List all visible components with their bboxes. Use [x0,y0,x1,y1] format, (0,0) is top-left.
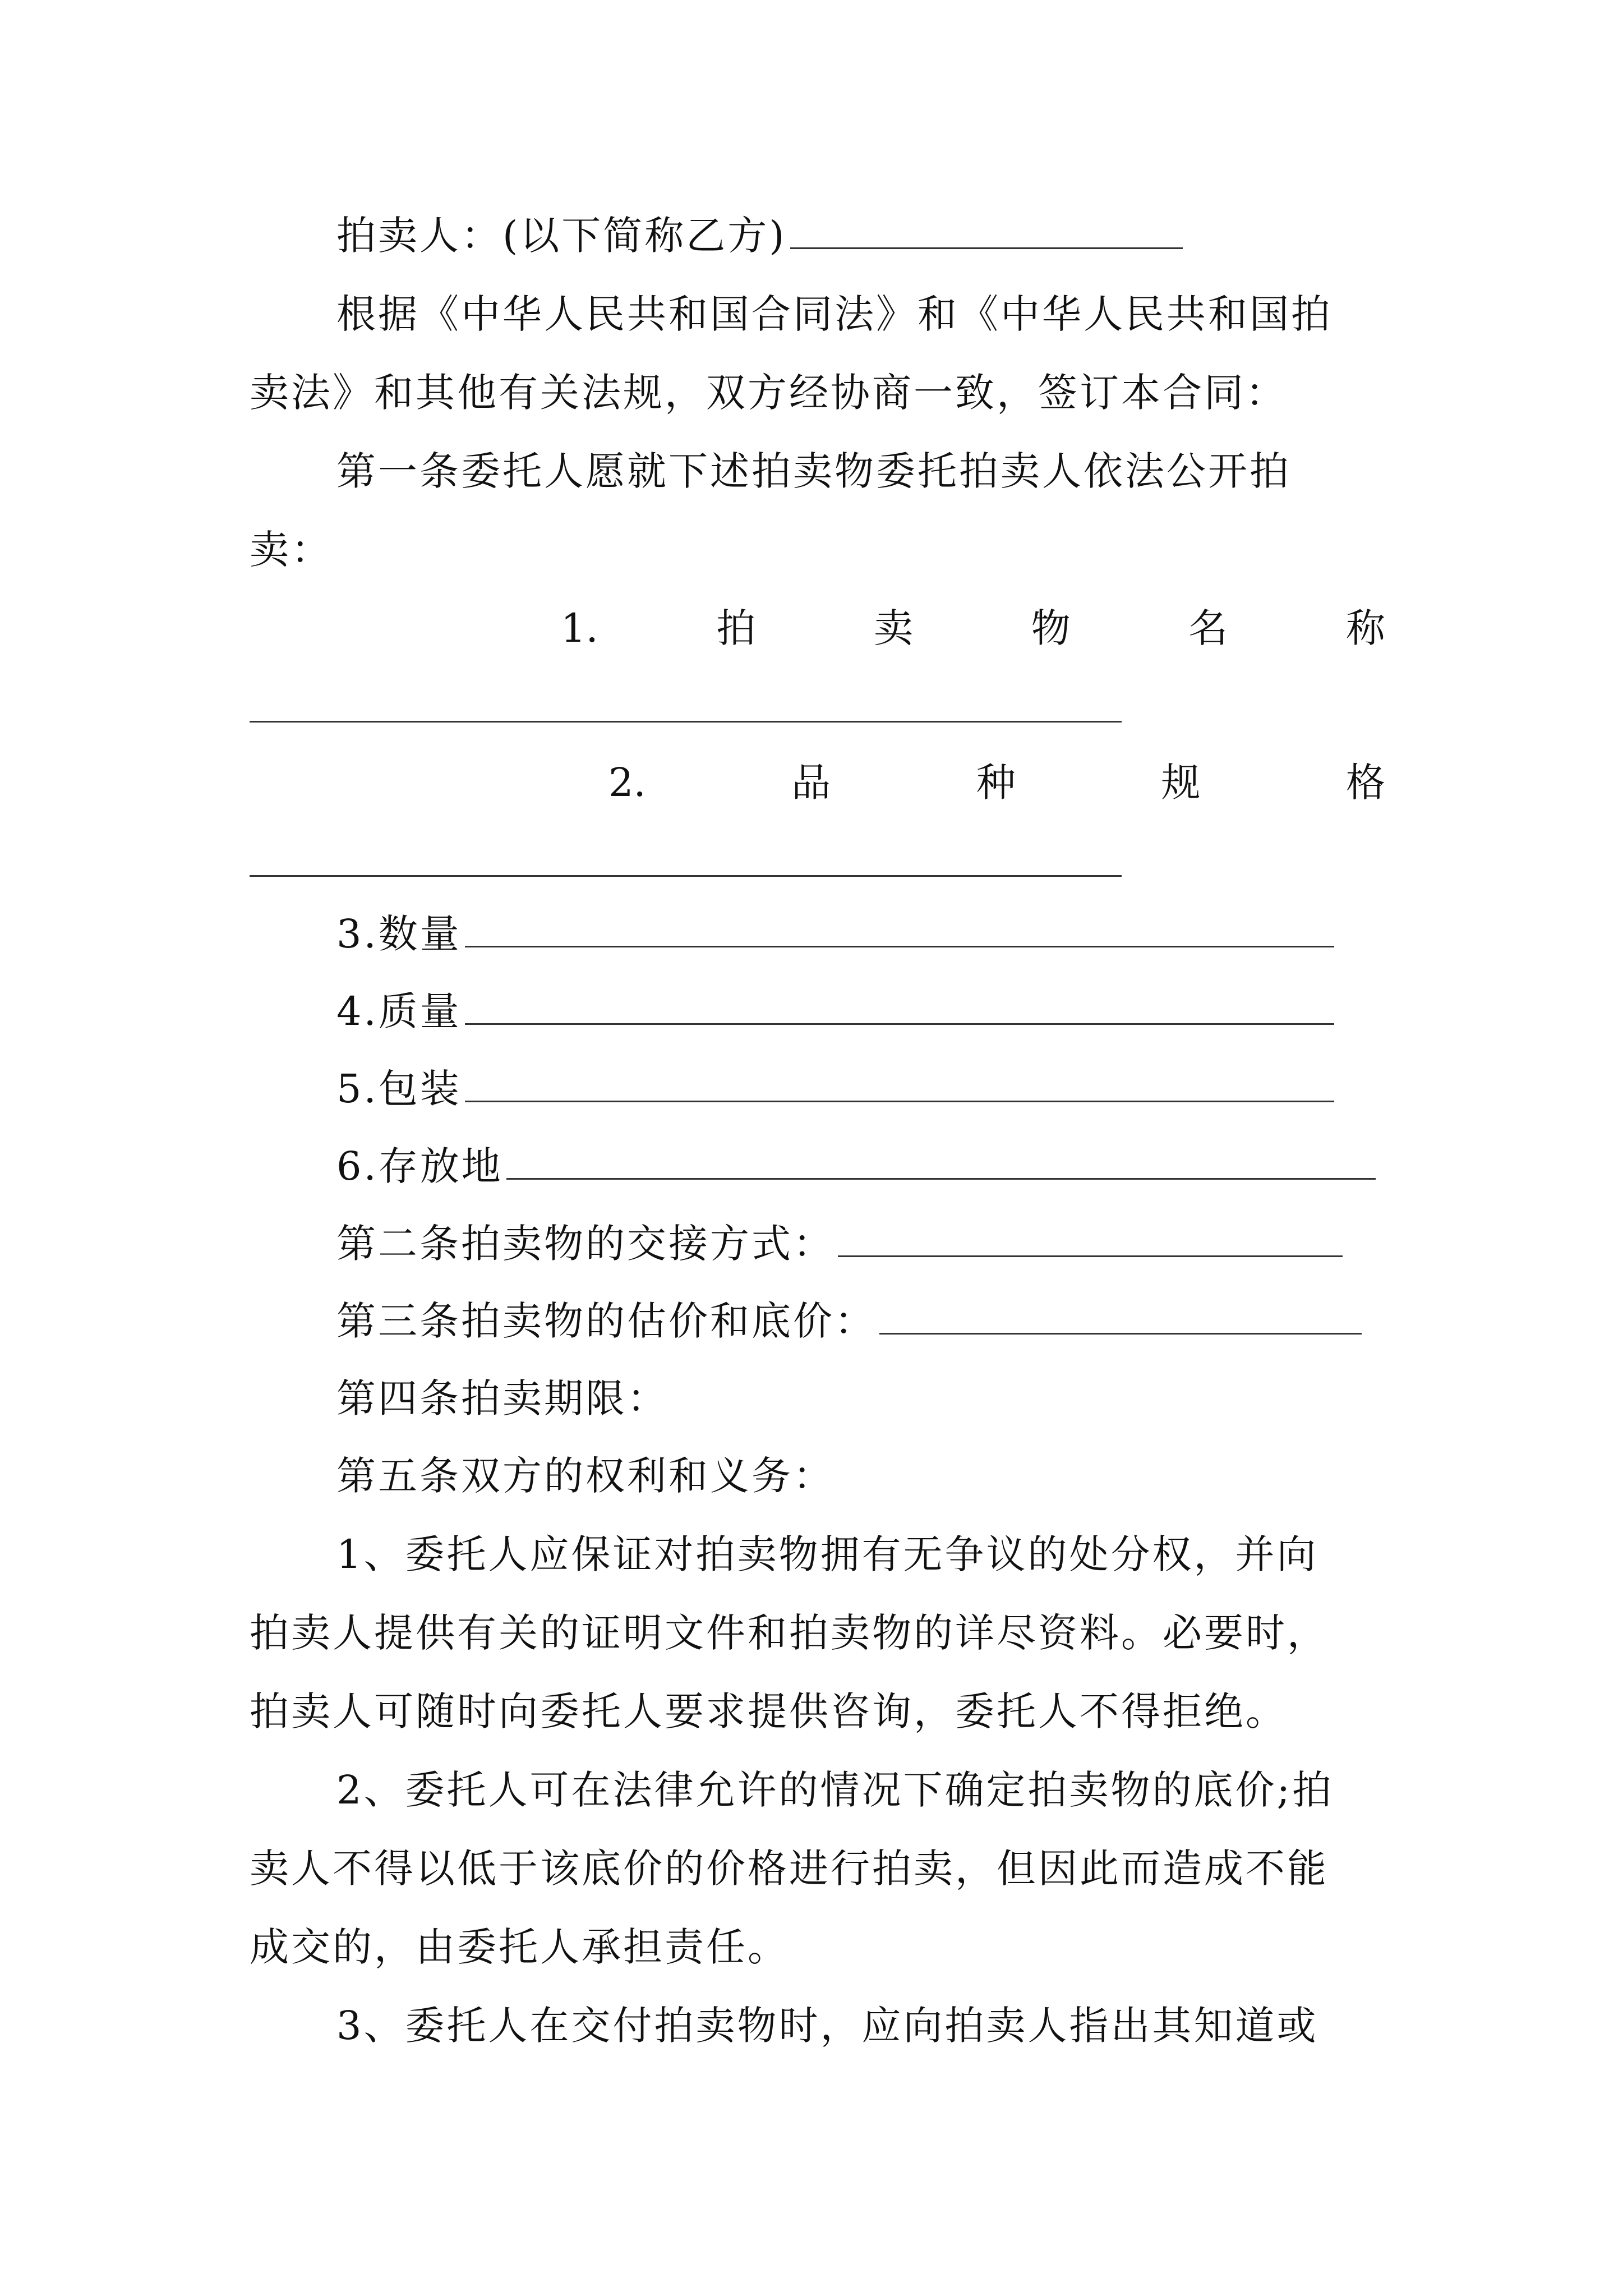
article3-label: 第三条拍卖物的估价和底价： [336,1298,876,1344]
clause1-line-3: 拍卖人可随时向委托人要求提供咨询，委托人不得拒绝。 [250,1688,1287,1734]
item1-heading [561,603,1385,654]
clause2-line-2: 卖人不得以低于该底价的价格进行拍卖，但因此而造成不能 [250,1846,1329,1892]
article2-blank[interactable] [838,1222,1343,1257]
article1-line-2: 卖： [250,527,333,573]
item4-blank[interactable] [465,990,1334,1025]
clause1-line-1: 1、委托人应保证对拍卖物拥有无争议的处分权，并向 [336,1531,1318,1577]
item5-blank[interactable] [465,1067,1334,1102]
item2-heading [608,757,1385,808]
item1-blank[interactable] [250,721,1122,723]
item4-line [336,986,1334,1037]
item2-blank[interactable] [250,875,1122,877]
item1-part: 拍 [716,605,756,651]
item6-line [336,1141,1376,1191]
item1-part: 1. [561,605,598,651]
item2-part: 品 [791,760,831,806]
clause3-line-1: 3、委托人在交付拍卖物时，应向拍卖人指出其知道或 [336,2003,1318,2049]
item2-part: 格 [1345,760,1385,806]
clause2-line-3: 成交的，由委托人承担责任。 [250,1924,789,1970]
auctioneer-blank[interactable] [790,214,1183,249]
item1-part: 名 [1188,605,1228,651]
item3-blank[interactable] [465,912,1334,947]
article4-line: 第四条拍卖期限： [336,1375,668,1421]
item2-part: 种 [976,760,1016,806]
clause1-line-2: 拍卖人提供有关的证明文件和拍卖物的详尽资料。必要时， [250,1610,1329,1656]
item2-part: 2. [608,760,646,806]
auctioneer-line [336,210,1183,261]
item6-blank[interactable] [506,1144,1376,1180]
basis-line-2: 卖法》和其他有关法规，双方经协商一致，签订本合同： [250,370,1287,416]
article3-line [336,1296,1362,1346]
item1-part: 卖 [874,605,914,651]
article2-label: 第二条拍卖物的交接方式： [336,1221,834,1267]
article5-line: 第五条双方的权利和义务： [336,1453,834,1499]
clause2-line-1: 2、委托人可在法律允许的情况下确定拍卖物的底价;拍 [336,1767,1334,1813]
item5-label: 5.包装 [336,1066,462,1112]
item2-part: 规 [1161,760,1201,806]
article3-blank[interactable] [879,1299,1362,1335]
item3-line [336,909,1334,959]
item1-part: 物 [1031,605,1071,651]
item3-label: 3.数量 [336,911,462,957]
auctioneer-label: 拍卖人：(以下简称乙方) [336,213,787,259]
item5-line [336,1064,1334,1114]
item6-label: 6.存放地 [336,1143,503,1189]
item1-part: 称 [1346,605,1385,651]
article1-line-1: 第一条委托人愿就下述拍卖物委托拍卖人依法公开拍 [336,448,1291,494]
article2-line [336,1218,1343,1269]
basis-line-1: 根据《中华人民共和国合同法》和《中华人民共和国拍 [336,291,1332,337]
item4-label: 4.质量 [336,988,462,1034]
